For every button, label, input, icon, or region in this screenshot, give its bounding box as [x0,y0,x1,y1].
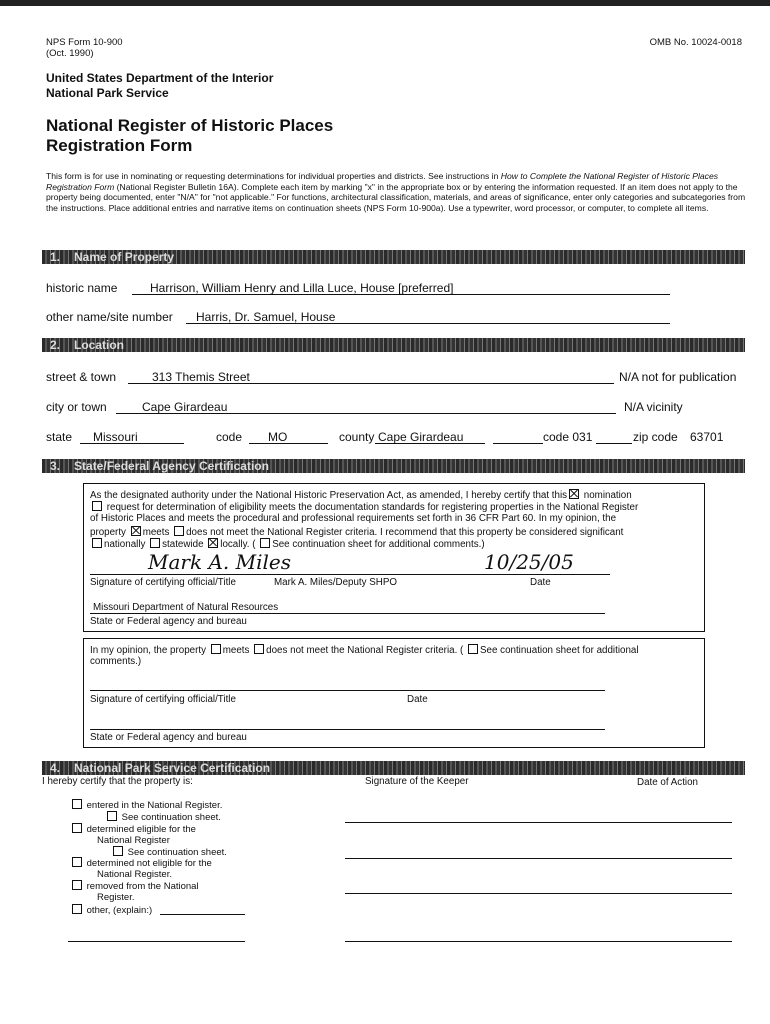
request-checkbox[interactable] [92,501,102,511]
county-label: county [339,430,375,444]
opinion-meets-checkbox[interactable] [211,644,221,654]
street-value[interactable]: 313 Themis Street [152,370,250,384]
agency2-label: State or Federal agency and bureau [90,732,247,743]
does-not-meet-checkbox[interactable] [174,526,184,536]
department-name: United States Department of the Interior [46,71,274,85]
service-name: National Park Service [46,86,169,100]
date2-label: Date [407,694,428,705]
historic-name-label: historic name [46,281,118,295]
opinion-not-meet-checkbox[interactable] [254,644,264,654]
cert-line-5: nationally statewide locally. ( See continuation sheet for additional comments.) [90,538,485,551]
see-continuation-1-checkbox[interactable] [107,811,117,821]
official-name: Mark A. Miles/Deputy SHPO [274,577,398,588]
agency-label: State or Federal agency and bureau [90,616,247,627]
certify-label: I hereby certify that the property is: [42,776,193,787]
eligible-item-line2: National Register [97,835,170,846]
not-eligible-item: determined not eligible for the [70,857,212,870]
zip-line [596,443,632,444]
historic-name-value[interactable]: Harrison, William Henry and Lilla Luce, House [preferred] [150,281,454,295]
keeper-line-3[interactable] [345,893,732,894]
statewide-checkbox[interactable] [150,538,160,548]
form-title-line2: Registration Form [46,136,193,155]
form-number: NPS Form 10-900 [46,37,123,48]
top-border [0,0,770,6]
date-label: Date [530,577,551,588]
signature2-label: Signature of certifying official/Title [90,694,236,705]
not-for-publication: N/A not for publication [619,370,737,384]
opinion-continuation-checkbox[interactable] [468,644,478,654]
vicinity: N/A vicinity [624,400,683,414]
eligible-checkbox[interactable] [72,823,82,833]
keeper-line-2[interactable] [345,858,732,859]
cert-line-1: As the designated authority under the National Historic Preservation Act, as amended, I hereby certify that this nomination [90,490,632,501]
keeper-line-4[interactable] [345,941,732,942]
section-3-header: 3. State/Federal Agency Certification [42,459,745,473]
signature2-line [90,690,605,691]
county-value[interactable]: Cape Girardeau [378,430,464,444]
city-label: city or town [46,400,107,414]
section-2-header: 2. Location [42,338,745,352]
removed-item: removed from the National [70,880,199,893]
nomination-checkbox[interactable] [569,489,579,499]
state-value[interactable]: Missouri [93,430,138,444]
continuation-checkbox[interactable] [260,538,270,548]
extra-line [68,941,245,942]
zip-label: zip code [633,430,678,444]
see-continuation-1: See continuation sheet. [105,811,221,824]
omb-number: OMB No. 10024-0018 [649,37,742,48]
action-date-label: Date of Action [637,777,698,788]
locally-checkbox[interactable] [208,538,218,548]
county-code-line [493,443,543,444]
removed-checkbox[interactable] [72,880,82,890]
signature-label: Signature of certifying official/Title [90,577,236,588]
not-eligible-item-line2: National Register. [97,869,172,880]
code-value[interactable]: MO [268,430,288,444]
see-continuation-2-checkbox[interactable] [113,846,123,856]
form-title-line1: National Register of Historic Places [46,116,334,135]
entered-checkbox[interactable] [72,799,82,809]
opinion-line-1: In my opinion, the property meets does not meet the National Register criteria. ( See continuation sheet for additional [90,645,639,656]
street-label: street & town [46,370,117,384]
other-name-label: other name/site number [46,310,173,324]
other-name-value[interactable]: Harris, Dr. Samuel, House [196,310,336,324]
code-line [249,443,328,444]
zip-value[interactable]: 63701 [690,430,724,444]
removed-item-line2: Register. [97,892,135,903]
agency-line [90,613,605,614]
section-1-header: 1. Name of Property [42,250,745,264]
other-checkbox[interactable] [72,904,82,914]
entered-item: entered in the National Register. [70,799,222,812]
see-continuation-2: See continuation sheet. [111,846,227,859]
cert-line-3: of Historic Places and meets the procedural and professional requirements set forth in 36 CFR Part 60. In my opinion, the [90,513,617,524]
instructions-paragraph: This form is for use in nominating or requesting determinations for individual properties and districts. See instructions in How to Complete the National Register of Historic Places Registration Form (National Register Bulletin 16A). Complete each item by marking "x" in the appropriate box or by entering the information requested. If an item does not apply to the property being documented, enter "N/A" for "not applicable." For functions, architectural classification, materials, and areas of significance, enter only categories and subcategories from the instructions. Place additional entries and narrative items on continuation sheets (NPS Form 10-900a). Use a typewriter, word processor, or computer, to complete all items. [46,171,746,213]
meets-checkbox[interactable] [131,526,141,536]
other-explain-line[interactable] [160,914,245,915]
not-eligible-checkbox[interactable] [72,857,82,867]
opinion-line-2: comments.) [90,656,142,667]
code-label: code [216,430,243,444]
handwritten-signature: Mark A. Miles [148,550,291,574]
state-label: state [46,430,73,444]
cert-line-2: request for determination of eligibility meets the documentation standards for registering properties in the National Register [90,501,638,514]
city-value[interactable]: Cape Girardeau [142,400,228,414]
keeper-line-1[interactable] [345,822,732,823]
eligible-item: determined eligible for the [70,823,196,836]
instructions-title: How to Complete the National Register of Historic Places Registration Form [46,171,719,192]
signature-line [90,574,610,575]
other-item: other, (explain:) [70,904,152,917]
section-4-header: 4. National Park Service Certification [42,761,745,775]
agency-value[interactable]: Missouri Department of Natural Resources [93,602,279,613]
county-code[interactable]: code 031 [543,430,593,444]
nationally-checkbox[interactable] [92,538,102,548]
cert-line-4: property meets does not meet the National Register criteria. I recommend that this property be considered significant [90,527,624,538]
handwritten-date: 10/25/05 [484,550,574,574]
keeper-label: Signature of the Keeper [365,776,469,787]
form-date: (Oct. 1990) [46,48,94,59]
agency2-line [90,729,605,730]
